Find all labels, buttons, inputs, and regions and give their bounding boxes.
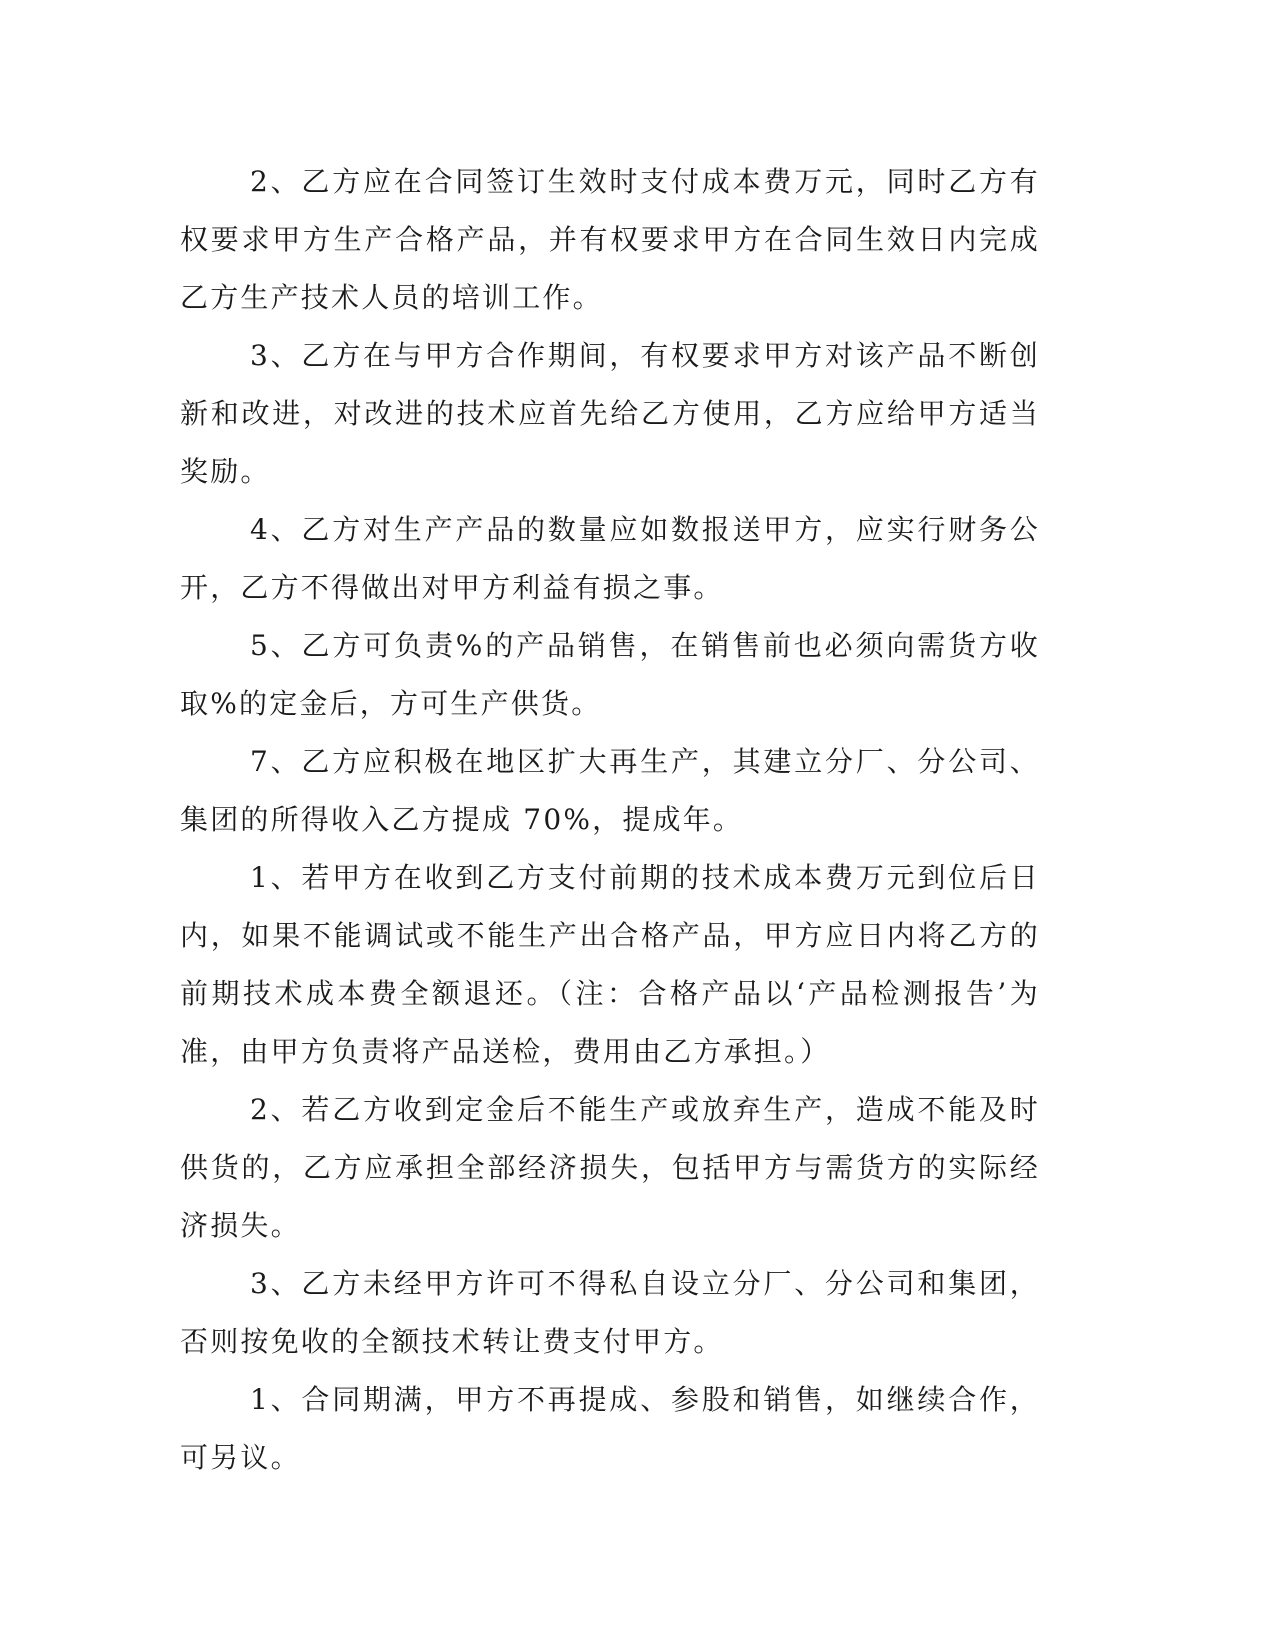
paragraph-7: 2、若乙方收到定金后不能生产或放弃生产，造成不能及时供货的，乙方应承担全部经济损失，包括甲方与需货方的实际经济损失。 [180,1093,1040,1242]
paragraph-4: 5、乙方可负责%的产品销售，在销售前也必须向需货方收取%的定金后，方可生产供货。 [180,629,1040,720]
paragraph-1: 2、乙方应在合同签订生效时支付成本费万元，同时乙方有权要求甲方生产合格产品，并有权要求甲方在合同生效日内完成乙方生产技术人员的培训工作。 [180,165,1040,314]
paragraph-3: 4、乙方对生产产品的数量应如数报送甲方，应实行财务公开，乙方不得做出对甲方利益有损之事。 [180,513,1040,604]
paragraph-5: 7、乙方应积极在地区扩大再生产，其建立分厂、分公司、集团的所得收入乙方提成 70%，提成年。 [180,745,1040,836]
paragraph-6: 1、若甲方在收到乙方支付前期的技术成本费万元到位后日内，如果不能调试或不能生产出合格产品，甲方应日内将乙方的前期技术成本费全额退还。（注：合格产品以‘产品检测报告’为准，由甲方负责将产品送检，费用由乙方承担。） [180,861,1040,1068]
paragraph-8: 3、乙方未经甲方许可不得私自设立分厂、分公司和集团，否则按免收的全额技术转让费支付甲方。 [180,1267,1040,1358]
paragraph-2: 3、乙方在与甲方合作期间，有权要求甲方对该产品不断创新和改进，对改进的技术应首先给乙方使用，乙方应给甲方适当奖励。 [180,339,1040,488]
paragraph-9: 1、合同期满，甲方不再提成、参股和销售，如继续合作，可另议。 [180,1383,1040,1474]
document-body [180,153,1040,1487]
